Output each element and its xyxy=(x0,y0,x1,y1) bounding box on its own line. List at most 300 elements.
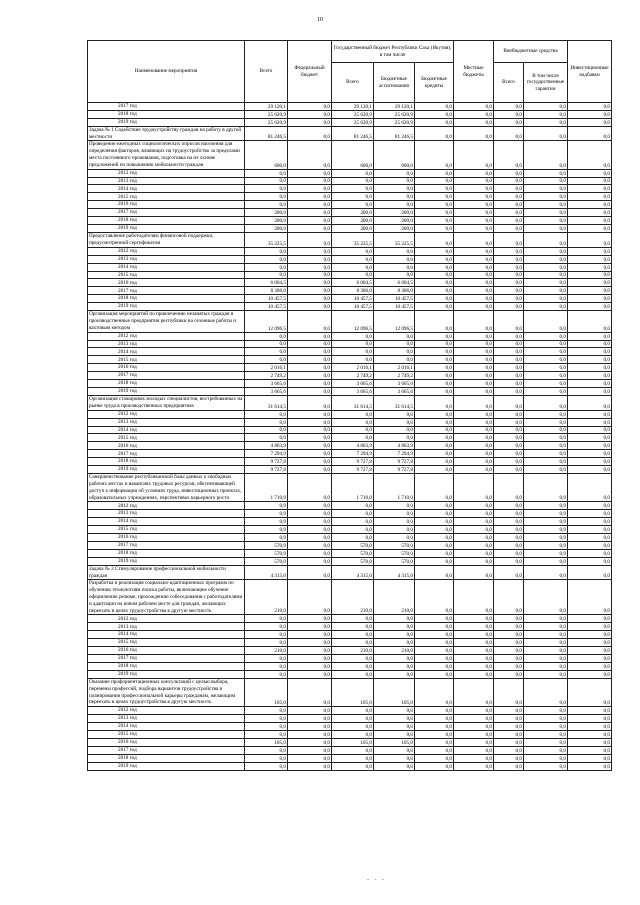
value-cell: 0,0 xyxy=(288,707,332,715)
value-cell: 0,0 xyxy=(288,110,332,118)
value-cell: 0,0 xyxy=(374,356,415,364)
value-cell: 0,0 xyxy=(415,723,454,731)
value-cell: 600,0 xyxy=(245,141,288,169)
header-local: Местные бюджеты xyxy=(454,41,494,103)
value-cell: 0,0 xyxy=(245,348,288,356)
value-cell: 0,0 xyxy=(415,141,454,169)
value-cell: 0,0 xyxy=(374,510,415,518)
header-offbudget-total: Всего xyxy=(494,63,524,103)
value-cell: 0,0 xyxy=(332,418,374,426)
year-row xyxy=(88,332,612,340)
value-cell: 0,0 xyxy=(288,169,332,177)
value-cell: 0,0 xyxy=(245,526,288,534)
value-cell: 0,0 xyxy=(524,271,568,279)
value-cell: 200,0 xyxy=(245,217,288,225)
value-cell: 0,0 xyxy=(245,746,288,754)
value-cell: 10 457,5 xyxy=(374,303,415,311)
value-cell: 31 614,5 xyxy=(245,396,288,411)
table-body xyxy=(88,103,612,771)
year-label: 2018 год xyxy=(88,110,245,118)
value-cell: 0,0 xyxy=(494,631,524,639)
year-row xyxy=(88,201,612,209)
value-cell: 105,0 xyxy=(332,678,374,706)
year-row xyxy=(88,526,612,534)
year-label: 2017 год xyxy=(88,287,245,295)
value-cell: 0,0 xyxy=(454,580,494,615)
value-cell: 0,0 xyxy=(494,738,524,746)
year-row xyxy=(88,263,612,271)
value-cell: 25 620,9 xyxy=(374,118,415,126)
value-cell: 600,0 xyxy=(374,141,415,169)
value-cell: 0,0 xyxy=(494,126,524,141)
value-cell: 0,0 xyxy=(245,631,288,639)
value-cell: 0,0 xyxy=(494,450,524,458)
value-cell: 8 306,0 xyxy=(374,287,415,295)
value-cell: 0,0 xyxy=(245,754,288,762)
year-label: 2016 год xyxy=(88,201,245,209)
value-cell: 0,0 xyxy=(245,418,288,426)
value-cell: 570,0 xyxy=(374,557,415,565)
value-cell: 0,0 xyxy=(415,388,454,396)
value-cell: 0,0 xyxy=(524,311,568,332)
value-cell: 0,0 xyxy=(454,639,494,647)
value-cell: 0,0 xyxy=(524,466,568,474)
value-cell: 0,0 xyxy=(415,169,454,177)
value-cell: 210,0 xyxy=(245,647,288,655)
value-cell: 0,0 xyxy=(288,458,332,466)
value-cell: 0,0 xyxy=(332,332,374,340)
value-cell: 0,0 xyxy=(245,762,288,770)
value-cell: 0,0 xyxy=(454,209,494,217)
year-label: 2016 год xyxy=(88,738,245,746)
value-cell: 0,0 xyxy=(245,639,288,647)
page-number: 10 xyxy=(317,17,323,23)
value-cell: 0,0 xyxy=(568,141,612,169)
value-cell: 0,0 xyxy=(494,557,524,565)
value-cell: 0,0 xyxy=(524,193,568,201)
value-cell: 0,0 xyxy=(332,502,374,510)
value-cell: 0,0 xyxy=(374,434,415,442)
year-label: 2012 год xyxy=(88,707,245,715)
value-cell: 0,0 xyxy=(415,380,454,388)
value-cell: 0,0 xyxy=(245,426,288,434)
year-row xyxy=(88,287,612,295)
value-cell: 0,0 xyxy=(454,738,494,746)
value-cell: 0,0 xyxy=(245,263,288,271)
value-cell: 1 710,0 xyxy=(332,474,374,502)
header-federal: Федеральный бюджет xyxy=(288,41,332,103)
value-cell: 0,0 xyxy=(288,518,332,526)
year-label: 2017 год xyxy=(88,542,245,550)
value-cell: 0,0 xyxy=(288,217,332,225)
value-cell: 0,0 xyxy=(245,730,288,738)
value-cell: 0,0 xyxy=(524,754,568,762)
year-row xyxy=(88,380,612,388)
value-cell: 0,0 xyxy=(568,388,612,396)
value-cell: 0,0 xyxy=(415,426,454,434)
value-cell: 0,0 xyxy=(524,615,568,623)
value-cell: 0,0 xyxy=(454,526,494,534)
value-cell: 0,0 xyxy=(524,549,568,557)
value-cell: 0,0 xyxy=(494,754,524,762)
value-cell: 0,0 xyxy=(494,730,524,738)
year-label: 2018 год xyxy=(88,458,245,466)
value-cell: 0,0 xyxy=(415,762,454,770)
value-cell: 0,0 xyxy=(524,263,568,271)
value-cell: 9 727,8 xyxy=(332,458,374,466)
value-cell: 0,0 xyxy=(568,118,612,126)
year-label: 2015 год xyxy=(88,526,245,534)
value-cell: 0,0 xyxy=(454,671,494,679)
value-cell: 0,0 xyxy=(454,746,494,754)
value-cell: 0,0 xyxy=(524,557,568,565)
value-cell: 0,0 xyxy=(245,655,288,663)
value-cell: 0,0 xyxy=(568,580,612,615)
value-cell: 0,0 xyxy=(524,534,568,542)
value-cell: 31 614,5 xyxy=(374,396,415,411)
value-cell: 0,0 xyxy=(288,303,332,311)
value-cell: 0,0 xyxy=(288,247,332,255)
value-cell: 0,0 xyxy=(524,458,568,466)
value-cell: 200,0 xyxy=(332,225,374,233)
value-cell: 2 016,1 xyxy=(245,364,288,372)
year-label: 2018 год xyxy=(88,549,245,557)
value-cell: 0,0 xyxy=(494,655,524,663)
value-cell: 0,0 xyxy=(568,185,612,193)
value-cell: 0,0 xyxy=(288,549,332,557)
value-cell: 105,0 xyxy=(374,678,415,706)
value-cell: 0,0 xyxy=(288,388,332,396)
value-cell: 0,0 xyxy=(288,526,332,534)
value-cell: 0,0 xyxy=(332,263,374,271)
value-cell: 570,0 xyxy=(245,549,288,557)
value-cell: 0,0 xyxy=(524,510,568,518)
value-cell: 0,0 xyxy=(568,255,612,263)
value-cell: 0,0 xyxy=(454,118,494,126)
value-cell: 0,0 xyxy=(454,126,494,141)
year-label: 2016 год xyxy=(88,534,245,542)
value-cell: 105,0 xyxy=(245,738,288,746)
value-cell: 0,0 xyxy=(332,762,374,770)
value-cell: 0,0 xyxy=(415,754,454,762)
value-cell: 0,0 xyxy=(288,474,332,502)
value-cell: 2 016,1 xyxy=(332,364,374,372)
value-cell: 210,0 xyxy=(332,647,374,655)
value-cell: 29 120,1 xyxy=(332,103,374,111)
year-label: 2013 год xyxy=(88,255,245,263)
year-row xyxy=(88,549,612,557)
value-cell: 0,0 xyxy=(454,169,494,177)
value-cell: 0,0 xyxy=(494,348,524,356)
value-cell: 0,0 xyxy=(415,279,454,287)
value-cell: 29 120,1 xyxy=(245,103,288,111)
year-row xyxy=(88,442,612,450)
value-cell: 0,0 xyxy=(288,623,332,631)
value-cell: 0,0 xyxy=(454,201,494,209)
value-cell: 570,0 xyxy=(245,557,288,565)
value-cell: 0,0 xyxy=(454,458,494,466)
value-cell: 0,0 xyxy=(374,340,415,348)
value-cell: 0,0 xyxy=(568,678,612,706)
year-row xyxy=(88,557,612,565)
value-cell: 0,0 xyxy=(494,510,524,518)
value-cell: 0,0 xyxy=(374,655,415,663)
value-cell: 0,0 xyxy=(568,103,612,111)
header-state-total: Всего xyxy=(332,63,374,103)
value-cell: 29 120,1 xyxy=(374,103,415,111)
value-cell: 0,0 xyxy=(245,663,288,671)
value-cell: 25 620,9 xyxy=(332,110,374,118)
value-cell: 0,0 xyxy=(454,518,494,526)
value-cell: 0,0 xyxy=(245,707,288,715)
value-cell: 0,0 xyxy=(454,418,494,426)
value-cell: 0,0 xyxy=(332,746,374,754)
value-cell: 0,0 xyxy=(454,502,494,510)
value-cell: 0,0 xyxy=(454,474,494,502)
year-row xyxy=(88,458,612,466)
value-cell: 0,0 xyxy=(568,295,612,303)
value-cell: 0,0 xyxy=(332,510,374,518)
value-cell: 0,0 xyxy=(568,356,612,364)
value-cell: 0,0 xyxy=(494,141,524,169)
value-cell: 0,0 xyxy=(494,639,524,647)
value-cell: 0,0 xyxy=(524,141,568,169)
value-cell: 0,0 xyxy=(454,372,494,380)
item-name: Оказание профориентационных консультаций с целью выбора, перемены профессий, подбора вариантов трудоустройства и планирования профессиональной карьеры гражданам, желающим переехать в целях трудоустройства в другую местность xyxy=(88,678,245,706)
value-cell: 0,0 xyxy=(568,502,612,510)
value-cell: 0,0 xyxy=(524,303,568,311)
year-row xyxy=(88,631,612,639)
value-cell: 0,0 xyxy=(568,332,612,340)
year-label: 2013 год xyxy=(88,418,245,426)
value-cell: 0,0 xyxy=(494,410,524,418)
value-cell: 0,0 xyxy=(524,715,568,723)
value-cell: 0,0 xyxy=(454,707,494,715)
year-row xyxy=(88,193,612,201)
value-cell: 0,0 xyxy=(245,271,288,279)
value-cell: 0,0 xyxy=(494,502,524,510)
value-cell: 0,0 xyxy=(415,458,454,466)
value-cell: 0,0 xyxy=(288,193,332,201)
value-cell: 0,0 xyxy=(524,580,568,615)
value-cell: 0,0 xyxy=(494,647,524,655)
year-label: 2014 год xyxy=(88,263,245,271)
value-cell: 0,0 xyxy=(494,169,524,177)
value-cell: 0,0 xyxy=(494,311,524,332)
year-label: 2019 год xyxy=(88,671,245,679)
value-cell: 0,0 xyxy=(245,356,288,364)
value-cell: 0,0 xyxy=(524,396,568,411)
value-cell: 105,0 xyxy=(245,678,288,706)
value-cell: 9 727,8 xyxy=(245,458,288,466)
value-cell: 35 225,5 xyxy=(245,233,288,248)
value-cell: 0,0 xyxy=(374,169,415,177)
value-cell: 0,0 xyxy=(374,715,415,723)
value-cell: 0,0 xyxy=(288,185,332,193)
value-cell: 0,0 xyxy=(332,434,374,442)
value-cell: 0,0 xyxy=(568,233,612,248)
value-cell: 0,0 xyxy=(415,311,454,332)
value-cell: 4 863,9 xyxy=(245,442,288,450)
value-cell: 0,0 xyxy=(568,380,612,388)
value-cell: 0,0 xyxy=(288,746,332,754)
value-cell: 0,0 xyxy=(374,754,415,762)
value-cell: 0,0 xyxy=(332,707,374,715)
year-label: 2019 год xyxy=(88,118,245,126)
value-cell: 4 315,0 xyxy=(332,565,374,580)
value-cell: 0,0 xyxy=(245,185,288,193)
value-cell: 0,0 xyxy=(245,193,288,201)
value-cell: 0,0 xyxy=(374,730,415,738)
value-cell: 0,0 xyxy=(494,255,524,263)
value-cell: 3 665,6 xyxy=(332,380,374,388)
value-cell: 0,0 xyxy=(494,418,524,426)
value-cell: 0,0 xyxy=(568,526,612,534)
value-cell: 2 749,2 xyxy=(374,372,415,380)
item-row xyxy=(88,126,612,141)
value-cell: 0,0 xyxy=(288,263,332,271)
value-cell: 0,0 xyxy=(568,340,612,348)
value-cell: 7 294,9 xyxy=(245,450,288,458)
item-row xyxy=(88,396,612,411)
value-cell: 570,0 xyxy=(332,557,374,565)
value-cell: 0,0 xyxy=(524,639,568,647)
value-cell: 0,0 xyxy=(568,247,612,255)
value-cell: 0,0 xyxy=(454,510,494,518)
value-cell: 0,0 xyxy=(454,263,494,271)
value-cell: 0,0 xyxy=(454,557,494,565)
year-row xyxy=(88,510,612,518)
item-name: Совершенствование республиканской базы данных о свободных рабочих местах и вакансиях трудовых ресурсов, обеспечивающей доступ к информации об условиях труда, инвестиционных проектах, образовательных учреждениях, перспективах карьерного роста xyxy=(88,474,245,502)
value-cell: 0,0 xyxy=(288,502,332,510)
value-cell: 0,0 xyxy=(288,434,332,442)
value-cell: 0,0 xyxy=(494,225,524,233)
value-cell: 0,0 xyxy=(568,534,612,542)
value-cell: 0,0 xyxy=(374,255,415,263)
value-cell: 0,0 xyxy=(494,303,524,311)
year-row xyxy=(88,388,612,396)
value-cell: 0,0 xyxy=(415,542,454,550)
value-cell: 0,0 xyxy=(288,340,332,348)
value-cell: 0,0 xyxy=(568,655,612,663)
value-cell: 9 727,8 xyxy=(374,466,415,474)
value-cell: 0,0 xyxy=(524,474,568,502)
value-cell: 0,0 xyxy=(245,723,288,731)
year-label: 2018 год xyxy=(88,217,245,225)
year-row xyxy=(88,754,612,762)
value-cell: 10 457,5 xyxy=(332,303,374,311)
value-cell: 0,0 xyxy=(494,474,524,502)
year-label: 2016 год xyxy=(88,364,245,372)
value-cell: 0,0 xyxy=(288,615,332,623)
year-row xyxy=(88,738,612,746)
value-cell: 0,0 xyxy=(568,647,612,655)
value-cell: 0,0 xyxy=(524,738,568,746)
value-cell: 0,0 xyxy=(494,233,524,248)
value-cell: 0,0 xyxy=(524,434,568,442)
year-label: 2019 год xyxy=(88,762,245,770)
value-cell: 0,0 xyxy=(288,565,332,580)
value-cell: 0,0 xyxy=(454,534,494,542)
value-cell: 8 306,0 xyxy=(332,287,374,295)
value-cell: 0,0 xyxy=(415,247,454,255)
value-cell: 0,0 xyxy=(524,169,568,177)
value-cell: 0,0 xyxy=(494,542,524,550)
value-cell: 0,0 xyxy=(454,615,494,623)
value-cell: 0,0 xyxy=(288,311,332,332)
item-row xyxy=(88,580,612,615)
value-cell: 0,0 xyxy=(524,217,568,225)
value-cell: 0,0 xyxy=(494,580,524,615)
value-cell: 0,0 xyxy=(374,426,415,434)
value-cell: 0,0 xyxy=(415,410,454,418)
value-cell: 81 246,5 xyxy=(245,126,288,141)
year-row xyxy=(88,746,612,754)
year-row xyxy=(88,502,612,510)
year-label: 2016 год xyxy=(88,279,245,287)
value-cell: 2 016,1 xyxy=(374,364,415,372)
value-cell: 0,0 xyxy=(415,348,454,356)
value-cell: 0,0 xyxy=(374,332,415,340)
value-cell: 0,0 xyxy=(524,348,568,356)
value-cell: 0,0 xyxy=(524,255,568,263)
value-cell: 0,0 xyxy=(454,356,494,364)
header-offbudget-incl-state: В том числе государственные гарантии xyxy=(524,63,568,103)
year-label: 2012 год xyxy=(88,332,245,340)
year-row xyxy=(88,518,612,526)
year-label: 2017 год xyxy=(88,209,245,217)
value-cell: 0,0 xyxy=(415,565,454,580)
value-cell: 0,0 xyxy=(494,103,524,111)
value-cell: 0,0 xyxy=(494,746,524,754)
value-cell: 0,0 xyxy=(454,396,494,411)
value-cell: 0,0 xyxy=(524,623,568,631)
year-label: 2012 год xyxy=(88,247,245,255)
value-cell: 0,0 xyxy=(568,201,612,209)
value-cell: 0,0 xyxy=(415,287,454,295)
value-cell: 0,0 xyxy=(568,217,612,225)
value-cell: 0,0 xyxy=(245,502,288,510)
year-row xyxy=(88,730,612,738)
value-cell: 0,0 xyxy=(454,225,494,233)
value-cell: 0,0 xyxy=(568,364,612,372)
value-cell: 0,0 xyxy=(454,426,494,434)
value-cell: 0,0 xyxy=(415,303,454,311)
value-cell: 0,0 xyxy=(454,193,494,201)
value-cell: 0,0 xyxy=(454,754,494,762)
value-cell: 0,0 xyxy=(524,426,568,434)
year-row xyxy=(88,647,612,655)
value-cell: 0,0 xyxy=(568,287,612,295)
value-cell: 0,0 xyxy=(524,671,568,679)
value-cell: 0,0 xyxy=(245,510,288,518)
value-cell: 0,0 xyxy=(245,715,288,723)
value-cell: 570,0 xyxy=(332,542,374,550)
value-cell: 0,0 xyxy=(374,663,415,671)
value-cell: 0,0 xyxy=(245,615,288,623)
value-cell: 0,0 xyxy=(524,118,568,126)
value-cell: 0,0 xyxy=(524,201,568,209)
value-cell: 0,0 xyxy=(288,348,332,356)
value-cell: 0,0 xyxy=(415,442,454,450)
value-cell: 0,0 xyxy=(494,185,524,193)
value-cell: 0,0 xyxy=(245,534,288,542)
value-cell: 0,0 xyxy=(494,279,524,287)
year-row xyxy=(88,762,612,770)
value-cell: 25 620,9 xyxy=(374,110,415,118)
value-cell: 0,0 xyxy=(568,565,612,580)
value-cell: 0,0 xyxy=(288,426,332,434)
